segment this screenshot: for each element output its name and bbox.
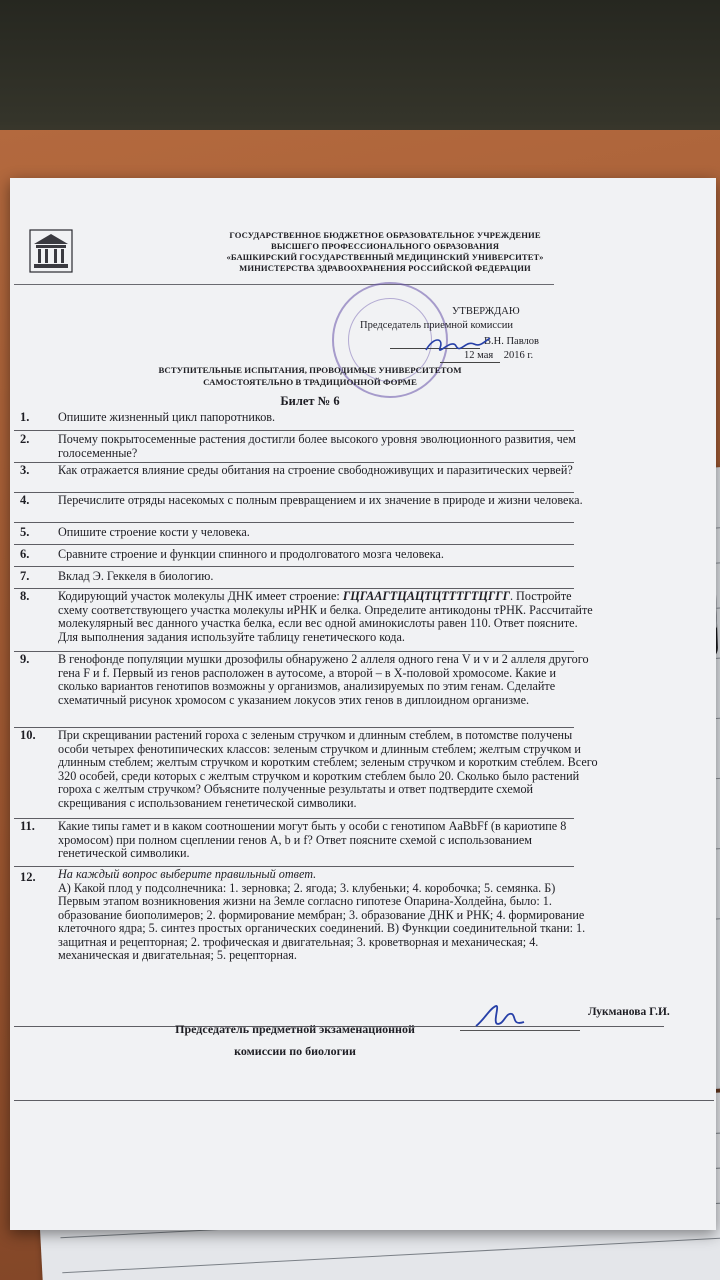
ticket-number: Билет № 6 (280, 394, 340, 408)
question-number: 6. (20, 547, 30, 561)
dna-sequence: ГЦГААГТЦАЦТЦТТТГТЦГГГ (342, 589, 510, 603)
organization-name (90, 230, 680, 274)
question-lead: Кодирующий участок молекулы ДНК имеет строение: (58, 589, 340, 603)
question-text: При скрещивании растений гороха с зеленым стручком и длинным стеблем, в потомстве получены особи четырех фенотипических классов: зеленым стручком и длинным стеблем; желтым стручком и длинным стеблем; желтым стручком и коротким стеблем; зеленым стручком и коротким стеблем. Всего 320 особей, среди которых с желтым стручком и коротким стеблем было 20. Сколько было растений гороха с желтым стручком? Объясните полученные результаты и ответ подтвердите схемой скрещивания с использованием генетической символики. (58, 728, 598, 810)
question-text: Вклад Э. Геккеля в биологию. (58, 569, 214, 583)
exam-ticket-sheet (10, 178, 716, 1230)
document-header (10, 226, 716, 290)
approval-date-day: 12 мая (464, 350, 494, 361)
question-number: 7. (20, 569, 30, 583)
question-number: 9. (20, 652, 30, 666)
chair-signature-line (460, 1030, 580, 1031)
org-line: ГОСУДАРСТВЕННОЕ БЮДЖЕТНОЕ ОБРАЗОВАТЕЛЬНОЕ УЧРЕЖДЕНИЕ (229, 230, 541, 240)
question-number: 11. (20, 819, 35, 833)
org-line: МИНИСТЕРСТВА ЗДРАВООХРАНЕНИЯ РОССИЙСКОЙ ФЕДЕРАЦИИ (239, 263, 531, 273)
question-text (58, 868, 598, 963)
question-number: 8. (20, 589, 30, 603)
question-number: 12. (20, 870, 36, 884)
question-number: 5. (20, 525, 30, 539)
question-body: А) Какой плод у подсолнечника: 1. зерновка; 2. ягода; 3. клубеньки; 4. коробочка; 5. семянка. Б) Первым этапом возникновения жизни на Земле согласно гипотезе Опарина-Холдейна, было: 1. образование биополимеров; 2. формирование мембран; 3. образование ДНК и РНК; 4. формирование клеточного ядра; 5. синтез простых органических соединений. В) Функции соединительной ткани: 1. защитная и рецепторная; 2. трофическая и двигательная; 3. кроветворная и механическая; 4. механическая и двигательная; 5. рецепторная. (58, 880, 586, 962)
org-line: «БАШКИРСКИЙ ГОСУДАРСТВЕННЫЙ МЕДИЦИНСКИЙ УНИВЕРСИТЕТ» (226, 252, 544, 262)
org-line: ВЫСШЕГО ПРОФЕССИОНАЛЬНОГО ОБРАЗОВАНИЯ (270, 241, 500, 251)
approver-name: В.Н. Павлов (484, 336, 539, 347)
chair-line: Председатель предметной экзаменационной (175, 1022, 415, 1036)
chair-signature (470, 1000, 530, 1034)
question-text: Как отражается влияние среды обитания на строение свободноживущих и паразитических червей? (58, 463, 573, 477)
question-number: 4. (20, 493, 30, 507)
bottom-rule (14, 1100, 714, 1101)
commission-chair-title (130, 1018, 460, 1062)
exam-title-line: ВСТУПИТЕЛЬНЫЕ ИСПЫТАНИЯ, ПРОВОДИМЫЕ УНИВЕРСИТЕТОМ (158, 365, 462, 375)
question-text: В генофонде популяции мушки дрозофилы обнаружено 2 аллеля одного гена V и v и 2 аллеля другого гена F и f. Первый из генов расположен в аутосоме, а второй – в X-половой хромосоме. Какие и сколько вариантов генотипов возможны у организмов, анализируемых по этим генам. Сделайте схематичный рисунок хромосом с указанием локусов этих генов в диплоидном организме. (58, 652, 589, 707)
university-logo-icon (28, 228, 74, 274)
question-number: 2. (20, 432, 30, 446)
question-number: 1. (20, 410, 30, 424)
exam-title (110, 364, 510, 388)
question-number: 3. (20, 463, 30, 477)
exam-title-line: САМОСТОЯТЕЛЬНО В ТРАДИЦИОННОЙ ФОРМЕ (203, 377, 417, 387)
question-rule (14, 430, 574, 431)
question-rule (14, 544, 574, 545)
question-text: Сравните строение и функции спинного и продолговатого мозга человека. (58, 547, 444, 561)
question-text: Опишите жизненный цикл папоротников. (58, 410, 276, 424)
question-text: Опишите строение кости у человека. (58, 525, 250, 539)
question-text: Какие типы гамет и в каком соотношении могут быть у особи с генотипом AaBbFf (в кариотипе 8 хромосом) при полном сцеплении генов A, b и f? Ответ поясните схемой с использованием генетической символики. (58, 819, 567, 860)
question-number: 10. (20, 728, 36, 742)
chair-line: комиссии по биологии (234, 1044, 356, 1058)
approval-date-year: 2016 г. (503, 350, 534, 361)
question-text: Перечислите отряды насекомых с полным превращением и их значение в природе и жизни человека. (58, 493, 583, 507)
approve-role: Председатель приемной комиссии (360, 320, 513, 331)
question-rule (14, 566, 574, 567)
approver-signature (422, 332, 492, 358)
question-rule (14, 522, 574, 523)
chair-name: Лукманова Г.И. (588, 1006, 670, 1018)
question-body: . Постройте схему соответствующего участка молекулы иРНК и белка. Определите антикодоны тРНК. Рассчитайте молекулярный вес данного участка белка, если вес одной аминокислоты равен 110. Ответ поясните. Для выполнения задания используйте таблицу генетического кода. (58, 589, 593, 644)
header-rule (14, 284, 554, 285)
question-text (58, 590, 598, 644)
question-lead: На каждый вопрос выберите правильный ответ. (58, 867, 317, 881)
question-text: Почему покрытосеменные растения достигли более высокого уровня эволюционного развития, чем голосеменные? (58, 432, 576, 460)
approve-word: УТВЕРЖДАЮ (452, 306, 520, 317)
